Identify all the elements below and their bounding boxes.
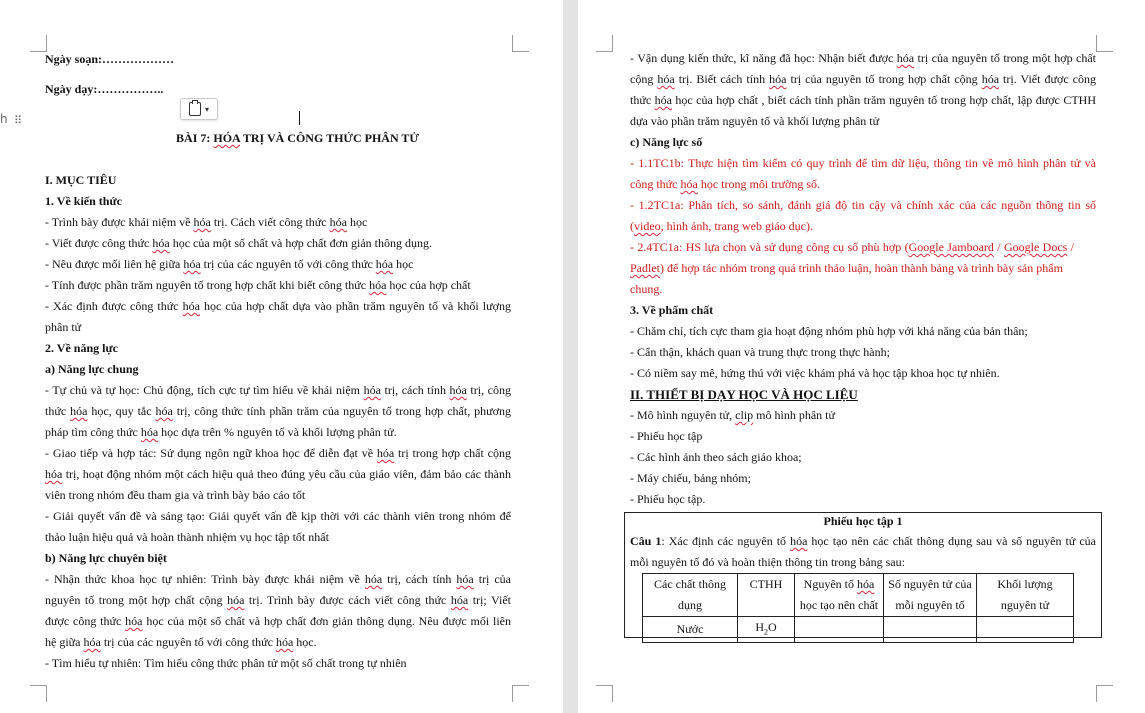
crop-mark-bottom-right [512,685,529,702]
digital-competency-line: - 1.1TC1b: Thực hiện tìm kiếm có quy trình để tìm dữ liệu, thông tin về mô hình phân tử và [630,156,1096,170]
paragraph-line: - Giao tiếp và hợp tác: Sử dụng ngôn ngữ khoa học để diễn đạt về hóa trị trong hợp chất cộng [45,446,511,460]
digital-competency-line: Padlet) để hợp tác nhóm trong quá trình thảo luận, hoàn thành bảng và trình bày sản phẩm [630,261,1063,275]
paragraph-line: - Có niềm say mê, hứng thú với việc khám phá và học tập khoa học tự nhiên. [630,366,1000,380]
paragraph-line: - Cẩn thận, khách quan và trung thực trong thực hành; [630,345,890,359]
table-header-cell[interactable]: Các chất thông dụng [643,574,738,617]
subsection-heading: a) Năng lực chung [45,362,139,376]
date-taught: Ngày dạy:…………….. [45,82,164,96]
table-row [643,617,1074,643]
paragraph-line: thảo luận hiệu quả và hoàn thành nhiệm vụ học tập tốt nhất [45,530,329,544]
paragraph-line: viên trong nhóm đều tham gia và trình bày báo cáo tốt [45,488,306,502]
subsection-heading: b) Năng lực chuyên biệt [45,551,167,565]
worksheet-question: Câu 1: Xác định các nguyên tố hóa học tạo nên các chất thông dụng sau và số nguyên tử của [630,534,1096,548]
worksheet-question: mỗi nguyên tố đó và hoàn thiện thông tin trong bảng sau: [630,555,905,569]
paragraph-line: - Các hình ảnh theo sách giáo khoa; [630,450,802,464]
table-cell[interactable] [884,617,977,643]
digital-competency-line: - 2.4TC1a: HS lựa chọn và sử dụng công cụ số phù hợp (Google Jamboard / Google Docs / [630,240,1074,254]
paragraph-line: phân tử [45,320,82,334]
digital-competency-line: - 1.2TC1a: Phân tích, so sánh, đánh giá độ tin cậy và chính xác của các nguồn thông tin số [630,198,1096,212]
edge-text-fragment: h [0,112,8,126]
paragraph-line: - Mô hình nguyên tử, clip mô hình phân tử [630,408,836,422]
paragraph-line: - Nhận thức khoa học tự nhiên: Trình bày được khái niệm về hóa trị, cách tính hóa trị của [45,572,511,586]
table-cell[interactable] [977,617,1074,643]
digital-competency-line: (video, hình ảnh, trang web giáo dục). [630,219,813,233]
paragraph-line: pháp tìm công thức hóa học dựa trên % nguyên tố và khối lượng phân tử. [45,425,397,439]
paragraph-line: - Phiếu học tập. [630,492,706,506]
table-header-cell[interactable]: CTHH [738,574,795,617]
subsection-heading: 1. Về kiến thức [45,194,122,208]
crop-mark-top-right [1096,35,1113,52]
paragraph-line: thức hóa học, quy tắc hóa trị, công thức tính phần trăm của nguyên tố trong hợp chất, phương [45,404,511,418]
paragraph-line: nguyên tố trong một hợp chất cộng hóa trị. Trình bày được cách viết công thức hóa trị; Viết [45,593,511,607]
crop-mark-bottom-right [1096,685,1113,702]
subsection-heading: 2. Về năng lực [45,341,118,355]
table-header-cell[interactable]: Số nguyên tử của mỗi nguyên tố [884,574,977,617]
crop-mark-bottom-left [30,685,47,702]
paragraph-line: - Máy chiếu, bảng nhóm; [630,471,751,485]
date-prepared: Ngày soạn:……………… [45,52,175,66]
table-cell[interactable] [795,617,884,643]
lesson-title: BÀI 7: HÓA TRỊ VÀ CÔNG THỨC PHÂN TỬ [176,131,419,145]
paragraph-line: - Trình bày được khái niệm về hóa trị. Cách viết công thức hóa học [45,215,368,229]
digital-competency-line: chung. [630,282,663,296]
paragraph-line: hệ giữa hóa trị của các nguyên tố với công thức hóa học. [45,635,317,649]
drag-handle-icon[interactable]: ⠿ [14,114,22,127]
paragraph-line: được công thức hóa học của một số chất và hợp chất đơn giản thông dụng. Nêu được mối liên [45,614,511,628]
subsection-heading: 3. Về phẩm chất [630,303,714,317]
crop-mark-top-right [512,35,529,52]
paragraph-line: - Xác định được công thức hóa học của hợp chất dựa vào phần trăm nguyên tố và khối lượng [45,299,511,313]
paragraph-line: - Tính được phần trăm nguyên tố trong hợp chất khi biết công thức hóa học của hợp chất [45,278,471,292]
table-header-cell[interactable]: Khối lượng nguyên tử [977,574,1074,617]
worksheet-title: Phiếu học tập 1 [823,514,903,528]
chevron-down-icon: ▾ [204,104,209,114]
paragraph-line: cộng hóa trị. Biết cách tính hóa trị của nguyên tố trong hợp chất cộng hóa trị. Viết được công [630,72,1096,86]
paragraph-line: thức hóa học của hợp chất , biết cách tính phần trăm nguyên tố trong hợp chất, lập được CTHH [630,93,1096,107]
digital-competency-line: công thức hóa học trong môi trường số. [630,177,821,191]
page-gutter [563,0,578,713]
table-header-row [643,574,1074,617]
paragraph-line: - Giải quyết vấn đề và sáng tạo: Giải quyết vấn đề kịp thời với các thành viên trong nhóm để [45,509,511,523]
paragraph-line: dựa vào phần trăm nguyên tố và khối lượng phân tử [630,114,880,128]
paragraph-line: - Tìm hiểu tự nhiên: Tìm hiểu công thức phân tử một số chất trong tự nhiên [45,656,407,670]
paragraph-line: - Viết được công thức hóa học của một số chất và hợp chất đơn giản thông dụng. [45,236,433,250]
subsection-heading: c) Năng lực số [630,135,703,149]
paste-options-button[interactable] [180,98,218,120]
table-header-cell[interactable]: Nguyên tố hóa học tạo nên chất [795,574,884,617]
paragraph-line: - Chăm chỉ, tích cực tham gia hoạt động nhóm phù hợp với khả năng của bản thân; [630,324,1028,338]
paragraph-line: - Tự chủ và tự học: Chủ động, tích cực tự tìm hiểu về khái niệm hóa trị, cách tính hóa trị, công [45,383,511,397]
paragraph-line: hóa trị, hoạt động nhóm một cách hiệu quả theo đúng yêu cầu của giáo viên, đảm bảo các thành [45,467,511,481]
text-cursor [299,111,300,125]
table-cell[interactable]: $H_2O$ [738,617,795,643]
crop-mark-top-left [596,35,613,52]
paragraph-line: - Phiếu học tập [630,429,703,443]
section-heading: II. THIẾT BỊ DẠY HỌC VÀ HỌC LIỆU [630,387,858,402]
clipboard-icon [189,102,201,116]
paragraph-line: - Vận dụng kiến thức, kĩ năng đã học: Nhận biết được hóa trị của nguyên tố trong một hợp chất [630,51,1096,65]
paragraph-line: - Nêu được mối liên hệ giữa hóa trị của các nguyên tố với công thức hóa học [45,257,414,271]
table-cell[interactable]: Nước [643,617,738,643]
worksheet-box [624,512,1102,638]
worksheet-table [642,573,1074,643]
crop-mark-bottom-left [596,685,613,702]
section-heading: I. MỤC TIÊU [45,173,117,187]
